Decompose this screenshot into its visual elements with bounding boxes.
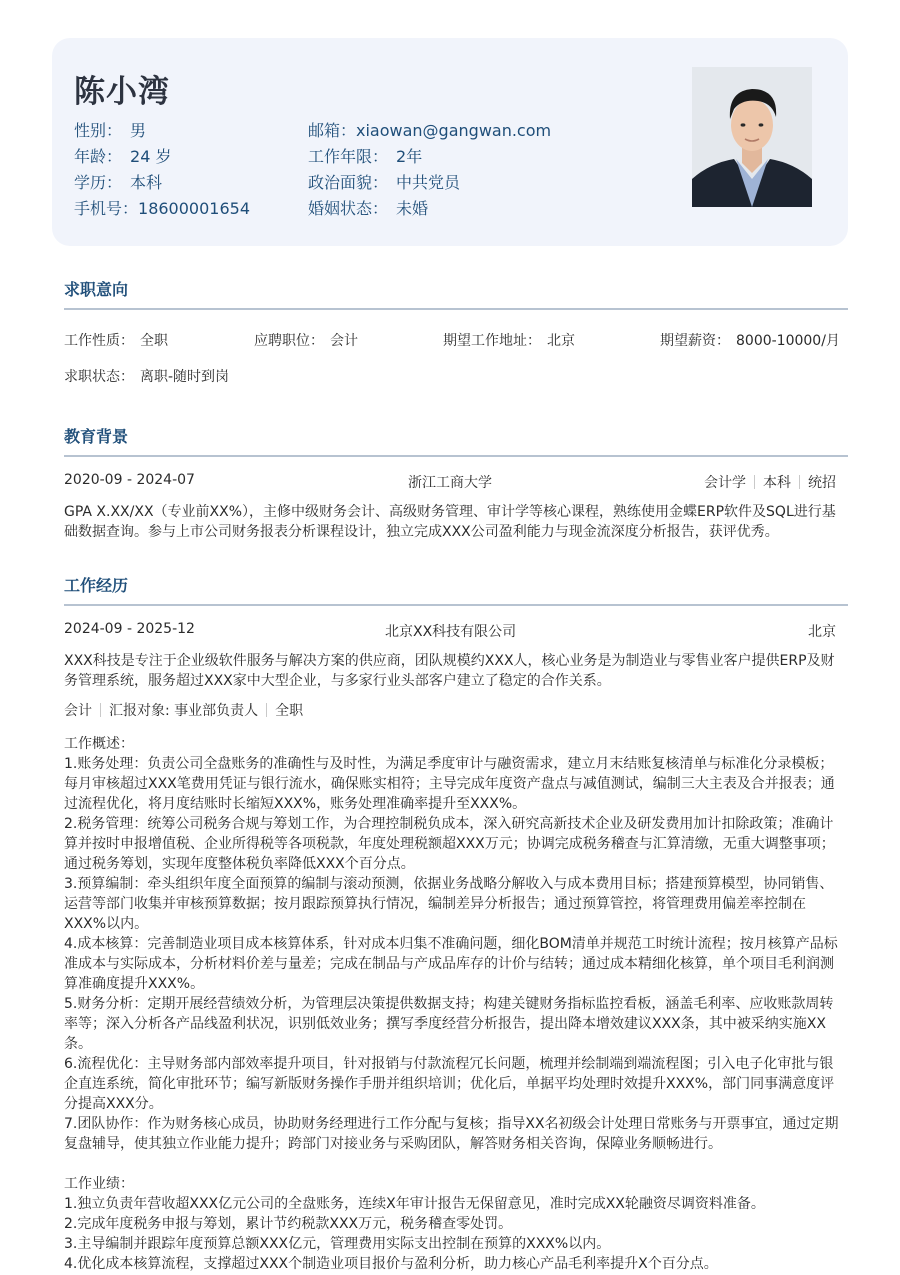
age-field: [74, 144, 171, 167]
work-city: 北京: [808, 624, 836, 640]
achievement-item: 2.完成年度税务申报与筹划，累计节约税款XXX万元，税务稽查零处罚。: [64, 1216, 513, 1232]
phone-value[interactable]: 18600001654: [138, 199, 250, 218]
salary-label: 期望薪资：: [660, 333, 730, 349]
location-value: 北京: [547, 333, 575, 349]
position-field: [254, 330, 358, 350]
duty-item: 1.账务处理：负责公司全盘账务的准确性与及时性，为满足季度审计与融资需求，建立月末结账复核清单与标准化分录模板；每月审核超过XXX笔费用凭证与银行流水，确保账实相符；主导完成年度资产盘点与减值测试，编制三大主表及合并报表；通过流程优化，将月度结账时长缩短XXX%，账务处理准确率提升至XXX%。: [64, 756, 835, 812]
education-period: 2020-09 - 2024-07: [64, 472, 195, 488]
education-level-value: 本科: [130, 173, 163, 192]
status-field: [64, 366, 229, 386]
email-value[interactable]: xiaowan@gangwan.com: [356, 121, 552, 140]
work-tags: [64, 700, 303, 720]
candidate-name: 陈小湾: [74, 74, 170, 110]
marital-label: 婚姻状态：: [308, 199, 389, 218]
overview-label: 工作概述：: [64, 736, 134, 752]
work-years-field: [308, 144, 422, 167]
phone-field: [74, 196, 250, 219]
duty-item: 5.财务分析：定期开展经营绩效分析，为管理层决策提供数据支持；构建关键财务指标监控看板，涵盖毛利率、应收账款周转率等；深入分析各产品线盈利状况，识别低效业务；撰写季度经营分析报告，提出降本增效建议XXX条，其中被采纳实施XX条。: [64, 996, 834, 1052]
work-divider: [64, 604, 848, 606]
education-major: 会计学: [704, 475, 746, 491]
work-employment: 全职: [275, 703, 304, 719]
tag-separator: [754, 475, 755, 489]
work-role: 会计: [64, 703, 92, 719]
job-type-label: 工作性质：: [64, 333, 134, 349]
status-value: 离职-随时到岗: [140, 369, 230, 385]
location-label: 期望工作地址：: [443, 333, 541, 349]
work-period: 2024-09 - 2025-12: [64, 621, 195, 637]
position-value: 会计: [330, 333, 358, 349]
gender-label: 性别：: [74, 121, 123, 140]
achievement-item: 3.主导编制并跟踪年度预算总额XXX亿元，管理费用实际支出控制在预算的XXX%以内。: [64, 1236, 611, 1252]
salary-value: 8000-10000/月: [736, 333, 840, 349]
political-field: [308, 170, 460, 193]
profile-photo: [692, 67, 812, 207]
spacer: [64, 1154, 840, 1174]
education-level-field: [74, 170, 162, 193]
intent-section-title: 求职意向: [64, 280, 129, 299]
gender-value: 男: [130, 121, 147, 140]
education-divider: [64, 455, 848, 457]
education-description: GPA X.XX/XX（专业前XX%），主修中级财务会计、高级财务管理、审计学等核心课程，熟练使用金蝶ERP软件及SQL进行基础数据查询。参与上市公司财务报表分析课程设计，独立完成XXX公司盈利能力与现金流深度分析报告，获评优秀。: [64, 504, 836, 540]
email-label: 邮箱：: [308, 121, 357, 140]
duty-item: 2.税务管理：统筹公司税务合规与筹划工作，为合理控制税负成本，深入研究高新技术企业及研发费用加计扣除政策；准确计算并按时申报增值税、企业所得税等各项税款，年度处理税额超XXX万元；协调完成税务稽查与汇算清缴，无重大调整事项；通过税务筹划，实现年度整体税负率降低XXX个百分点。: [64, 816, 835, 872]
education-school: 浙江工商大学: [408, 475, 492, 491]
education-section-title: 教育背景: [64, 427, 129, 446]
tag-separator: [799, 475, 800, 489]
gender-field: [74, 118, 146, 141]
portrait-image: [692, 67, 812, 207]
education-enroll: 统招: [808, 475, 836, 491]
tag-separator: [100, 703, 101, 717]
salary-field: [660, 330, 840, 350]
intent-divider: [64, 308, 848, 310]
work-overview: [64, 734, 840, 1274]
profile-card: [52, 38, 848, 246]
duty-item: 6.流程优化：主导财务部内部效率提升项目，针对报销与付款流程冗长问题，梳理并绘制端到端流程图；引入电子化审批与银企直连系统，简化审批环节；编写新版财务操作手册并组织培训；优化后，单据平均处理时效提升XXX%，部门同事满意度评分提高XXX分。: [64, 1056, 835, 1112]
achievement-item: 1.独立负责年营收超XXX亿元公司的全盘账务，连续X年审计报告无保留意见，准时完成XX轮融资尽调资料准备。: [64, 1196, 765, 1212]
age-label: 年龄：: [74, 147, 123, 166]
marital-field: [308, 196, 428, 219]
position-label: 应聘职位：: [254, 333, 324, 349]
work-years-label: 工作年限：: [308, 147, 389, 166]
work-company: 北京XX科技有限公司: [385, 624, 517, 640]
email-field: [308, 118, 551, 141]
political-label: 政治面貌：: [308, 173, 389, 192]
work-report-to: 汇报对象: 事业部负责人: [109, 703, 259, 719]
company-intro: XXX科技是专注于企业级软件服务与解决方案的供应商，团队规模约XXX人，核心业务是为制造业与零售业客户提供ERP及财务管理系统，服务超过XXX家中大型企业，与多家行业头部客户建立了稳定的合作关系。: [64, 653, 835, 689]
tag-separator: [266, 703, 267, 717]
education-tags: [704, 472, 836, 492]
duty-item: 4.成本核算：完善制造业项目成本核算体系，针对成本归集不准确问题，细化BOM清单并规范工时统计流程；按月核算产品标准成本与实际成本，分析材料价差与量差；完成在制品与产成品库存的计价与结转；通过成本精细化核算，单个项目毛利润测算准确度提升XXX%。: [64, 936, 838, 992]
duty-item: 7.团队协作：作为财务核心成员，协助财务经理进行工作分配与复核；指导XX名初级会计处理日常账务与开票事宜，通过定期复盘辅导，使其独立作业能力提升；跨部门对接业务与采购团队，解答财务相关咨询，保障业务顺畅进行。: [64, 1116, 839, 1152]
job-type-field: [64, 330, 168, 350]
duty-item: 3.预算编制：牵头组织年度全面预算的编制与滚动预测，依据业务战略分解收入与成本费用目标；搭建预算模型，协同销售、运营等部门收集并审核预算数据；按月跟踪预算执行情况，编制差异分析报告；通过预算管控，将管理费用偏差率控制在XXX%以内。: [64, 876, 834, 932]
education-degree: 本科: [763, 475, 791, 491]
education-level-label: 学历：: [74, 173, 123, 192]
job-type-value: 全职: [140, 333, 168, 349]
achievements-label: 工作业绩：: [64, 1176, 134, 1192]
achievement-item: 4.优化成本核算流程，支撑超过XXX个制造业项目报价与盈利分析，助力核心产品毛利率提升X个百分点。: [64, 1256, 718, 1272]
location-field: [443, 330, 575, 350]
status-label: 求职状态：: [64, 369, 134, 385]
marital-value: 未婚: [396, 199, 429, 218]
political-value: 中共党员: [396, 173, 461, 192]
work-years-value: 2年: [396, 147, 423, 166]
phone-label: 手机号：: [74, 199, 139, 218]
work-section-title: 工作经历: [64, 576, 129, 595]
age-value: 24 岁: [130, 147, 172, 166]
